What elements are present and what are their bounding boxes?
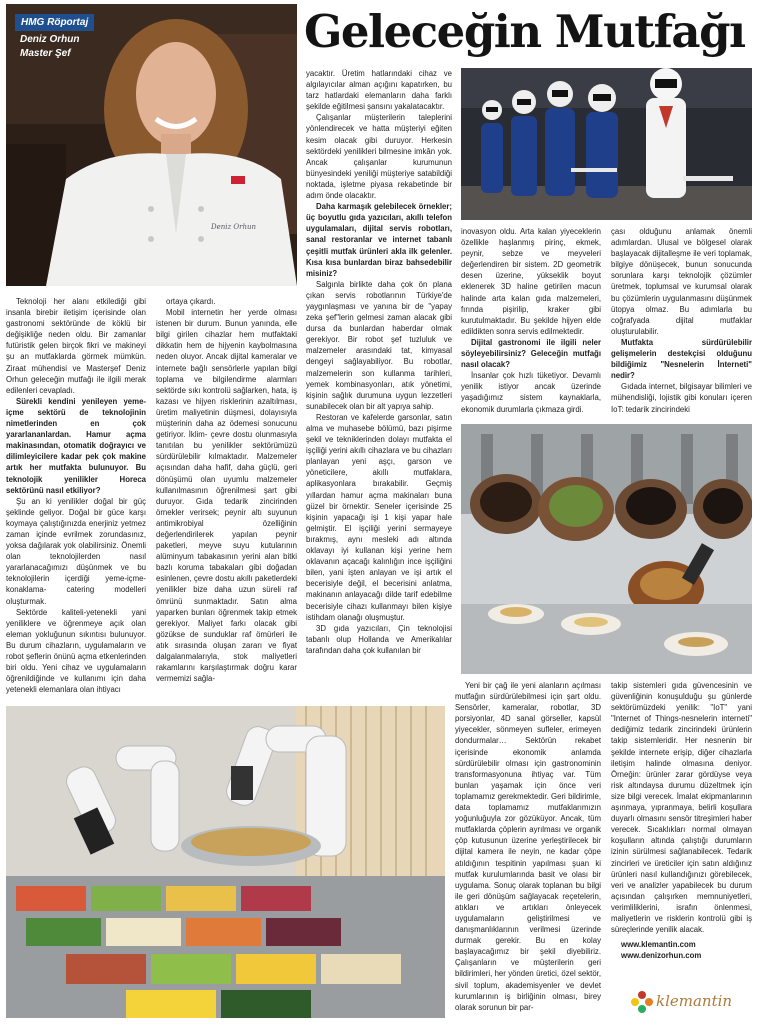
question: Sürekli kendini yenileyen yeme- içme sektörü de teknolojinin nimetlerinden en çok yararlananlardan. Hamur açma makinasından, otomatik doğrayıcı ve dilimleyicilere kadar pek çok makine artık her mutfakta bulunuyor. Bu teknolojik yenilikler Horeca sektörünü nasıl etkiliyor? xyxy=(6,396,146,495)
klemantin-logo xyxy=(630,990,750,1014)
paragraph: Mobil internetin her yerde olması istenen bir durum. Bunun yanında, elle bilgi girilen cihazlar hem mutfaktaki dikkatin hem de hijyenin kaybolmasına neden oluyor. Ancak dijital kameralar ve internete bağlı sensörlerle yapılan bilgi toplama ve bilgilendirme alarmları sektörde sıkı kontrolü sağlarken, hata, iş kazası ve hijyen risklerinin azaltılması, üretim maliyetinin düşmesi, dolayısıyla müşterinin daha az ödemesi sonucunu getiriyor. İklim- çevre dostu olunmasıyla tanıtılan bu yenilikler sektörümüzü sürdürülebilir kılmaktadır. Malzemeler açısından daha hafif, daha güçlü, geri dönüşümü olan uyumlu malzemeler kullanılmasının öğrenilmesi şart gibi duruyor. Gıda tedarik zincirinden örnekler verirsek; peynir altı suyunun antimikrobiyal özelliğinin değerlendirilerek yapılan peynir paketleri, meyve suyu kutularının alüminyum tabakasının yerini alan bitki bazlı koruma tabakaları gibi doğadan esinlenen, çevre dostu akıllı paketlerdeki yenilikler bize daha uzun süreli raf ömrünü sunmaktadır. Satın alma yaparken bunları öğrenmek takip etmek gerekiyor. Maliyet farkı olacak gibi gözükse de sunduklar raf ömürleri ile atık sırasında oluşan zararı ve fiyat dalgalanmalarıyla, stok maliyetleri rakamlarını karşılaştırmak doğru karar vermemizi sağla- xyxy=(156,308,297,684)
text-column-3 xyxy=(306,68,452,698)
text-column-2 xyxy=(156,296,297,698)
paragraph: inovasyon oldu. Arta kalan yiyeceklerin özellikle haşlanmış pirinç, ekmek, peynir, sebze ve meyveleri değerlendiren bir sistem. 2D geometrik desen üzerine, yükseklik boyut eklenerek 3D haline getirilen macun halinde arta kalan gıda malzemeleri, fırında pişirilip, kraker gibi kurutulmaktadır. Bu şekilde hijyen elde edildikten sonra servis edilmektedir. xyxy=(461,227,601,336)
section-tag: HMG Röportaj xyxy=(15,14,94,31)
coat-signature: Deniz Orhun xyxy=(211,223,257,231)
text-column-7 xyxy=(611,680,752,986)
portrait-photo xyxy=(6,4,297,286)
person-role: Master Şef xyxy=(20,48,71,59)
website-link[interactable]: www.denizorhun.com xyxy=(621,951,702,961)
question: Daha karmaşık gelebilecek örnekler; üç boyutlu gıda yazıcıları, akıllı telefon uygulamaları, dijital servis robotları, sanal restoranlar ve internet tabanlı çeşitli mutfak ürünleri akla ilk gelenler. Kısa kısa bunlardan biraz bahsedebilir misiniz? xyxy=(306,202,452,278)
service-robots-photo xyxy=(461,68,752,220)
paragraph: 3D gıda yazıcıları, Çin teknolojisi tabanlı olup Hollanda ve Amerikalılar tarafından daha çok kullanılan bir xyxy=(306,623,452,655)
logo-wordmark: klemantin xyxy=(656,992,733,1010)
robot-arms-photo xyxy=(6,706,445,1018)
cooking-pots-photo xyxy=(461,424,752,674)
paragraph: Restoran ve kafelerde garsonlar, satın alma ve muhasebe bölümü, bazı pişirme şekil ve tekniklerinden dolayı mutfakta el işçiliği yerini akıllı cihazlara ve bu cihazları planlayan yeni aşçı, garson ve yöneticilere, akıllı mutfaklara, aplikasyonlara bırakabilir. Geçmiş yıllardan hamur açma makinaları buna güzel bir örnektir. Seneler içerisinde 25 kişinin yapacağı işi 1 kişi yapar hale gelmiştir. El işçiliği yerini sermayeye bırakmış, aynı mesleki adı altında oklavayı iyi kullanan kişi yerine hem oklavanın açacağı kalınlığın ince işçiliğini bilen, yani işten anlayan ve işi artık el becerisiyle değil, el becerisini anlatma, makinanın anlayacağı dilde tarif edebilme becerisiyle cihazı kullanmayı bilen kişiye istihdam olanağı oluşmuştur. xyxy=(306,412,452,622)
paragraph: Gıdada internet, bilgisayar bilimleri ve mühendisliği, lojistik gibi konuları içeren IoT: tedarik zincirindeki xyxy=(611,382,752,414)
paragraph: Çalışanlar müşterilerin taleplerini yönlendirecek ve hatta müşteriyi eğiten kesim olacak gibi duruyor. Herkesin sektördeki yenilikleri bilmesine imkân yok. Ancak çalışanlar kurumunun bünyesindeki yeniliği müşteriye satabildiği noktada, işletme piyasa rekabetinde bir adım önde olacaktır. xyxy=(306,113,452,201)
article-title: Geleceğin Mutfağı xyxy=(304,5,745,58)
text-column-4 xyxy=(461,226,601,420)
person-name: Deniz Orhun xyxy=(20,34,80,45)
website-link[interactable]: www.klemantin.com xyxy=(621,940,696,950)
paragraph: yacaktır. Üretim hatlarındaki cihaz ve algılayıcılar alman açığını kapatırken, bu tarz hatlardaki elemanların daha farklı şekilde eğitilmesi şansını yakalatacaktır. xyxy=(306,69,452,112)
paragraph: Teknoloji her alanı etkilediği gibi insanla birebir iletişim içerisinde olan gastronomi sektöründe de köklü bir değişikliğe neden oldu. Bir zamanlar futüristik gelen birçok fikri ve makineyi şu an mutfaklarda görmek mümkün. Ziraat mühendisi ve Masterşef Deniz Orhun geleceğin mutfağı ile ilgili merak edilenleri cevapladı. xyxy=(6,297,146,395)
paragraph: Sektörde kaliteli-yetenekli yani yeniliklere ve öğrenmeye açık olan eleman yokluğunun sıkıntısı bulunuyor. Bu durum cihazların, uygulamaların ve robot şeflerin önünü açma etkenlerinden biri oldu. Yeni cihaz ve uygulamaların öğrenildiğinde ve kullanımı için daha yetenekli elemanlara olan ihtiyacı xyxy=(6,607,146,695)
flower-icon xyxy=(630,990,654,1014)
paragraph: Yeni bir çağ ile yeni alanların açılması mutfağın sürdürülebilmesi için şart oldu. Sensörler, kameralar, robotlar, 3D porsiyonlar, 4D sanal görseller, kapsül yiyecekler, sönmeyen sufleler, erimeyen dondurmalar… Sektörün rekabet içerisinde ekonomik anlamda sürdürülebilir olması için gastronominin transformasyonuna ihtiyaç var. Tüm bunları yaşamak için önce veri toplamamız gerekmektedir. Geri bildirimle, data toplamamız mutfaklarımızın yoğunluğuyla zor gözüküyor. Ancak, tüm mutfaklarda çöplerin ayrılması ve organik çöp kutusunun üzerine yerleştirilecek bir dijital kamera ile neyin, ne kadar çöpe atıldığının tespitinin yapılması şuan ki mutfak kurulumlarında basit ve olası bir uygulama. Sonuç olarak toplanan bu bilgi ile geri dönüşüm sağlayacak reçetelerin, atıkları ve artıkları önleyecek uygulamaların geliştirilmesi ve danışmanlıklarının verilmesi üzerinde durmak gerekir. Bu en kolay başlayacağımız bir şekil diyebiliriz. Çalışanların ve müşterilerin geri bildirimleri, her yönden üretici, özel sektör, sivil toplum, akademisyenler ve devlet kurumlarının iş birliğinin olması, birey olarak sorunun bir par- xyxy=(455,681,601,1012)
svg-text:Deniz Orhun xyxy=(210,223,257,231)
question: Mutfakta sürdürülebilir gelişmelerin destekçisi olduğunu bildiğimiz "Nesnelerin İnterneti" nedir? xyxy=(611,337,752,381)
paragraph: ortaya çıkardı. xyxy=(166,297,216,306)
text-column-6 xyxy=(455,680,601,1020)
question: Dijital gastronomi ile ilgili neler söyleyebilirsiniz? Geleceğin mutfağı nasıl olacak? xyxy=(461,337,601,370)
text-column-5 xyxy=(611,226,752,420)
paragraph: çası olduğunu anlamak önemli adımlardan. Ulusal ve bölgesel olarak başlayacak dijitalleşme ile veri toplamak, bilgiye dönüşecek, bunun sonucunda sorunlara karşı teknolojik çözümler üretmek, toplumsal ve kurumsal olarak bu çözümlerin uygulanmasını düşünmek ütopya olmaz. Bu adımlarla bu coğrafyada dijital mutfaklar oluşturulabilir. xyxy=(611,227,752,336)
text-column-1 xyxy=(6,296,146,698)
paragraph: İnsanlar çok hızlı tüketiyor. Devamlı yenilik istiyor ancak üzerinde yaşadığımız sistem kaynaklarla, ekonomik durumlarla çıkmaza girdi. xyxy=(461,371,601,414)
paragraph: Salgınla birlikte daha çok ön plana çıkan servis robotlarının Türkiye'de yaygınlaşması ve yanına bir de "yapay zeka şef"lerin gelmesi zaman alacak gibi dursa da bunlardan haberdar olmak gerekiyor. Bir robot şef tuzluluk ve malzemeler arasındaki tat, kimyasal dengeyi sağlayabiliyor. Bu robotlar, malzemelerin son kullanma tarihleri, yemek kombinasyonları, atık yönetimi, kişinin sağlık durumuna uygun lezzetleri sunabilecek olan bir alt yapıya sahip. xyxy=(306,279,452,411)
paragraph: Şu an ki yenilikler doğal bir güç şeklinde geliyor. Doğal bir güce karşı koymaya çalıştığınızda enerjiniz yetmez zaman içinde evrilmek zorundasınız, yoksa dağılarak yok olabilirsiniz. Önemli olan teknolojilerden nasıl yararlanacağımızı düşünmek ve bu teknolojilerin içerdiği yeme-içme-konaklama- catering modelleri oluşturmak. xyxy=(6,496,146,606)
paragraph: takip sistemleri gıda güvencesinin ve güvenliğinin konuşulduğu şu günlerde sektörümüzdeki yenilik: "IoT" yani "Internet of Things-nesnelerin interneti" dediğimiz tedarik zincirindeki ürünlerin takip sistemleridir. Her nesnenin bir şekilde internete erişip, diğer cihazlarla iletişim halinde olmasına deniyor. Örneğin: ürünler zarar gördüyse veya risk altındaysa durumu düzeltmek için size bilgi verecek. İmalat ekipmanlarının aşınmaya, yıpranmaya, belirli koşullara duyarlı olmasını sensör titreşimleri haber verecek. Sıcaklıkları normal olmayan koşulların altında çalıştığı durumların izinin sürülmesi sağlanabilecek. Tedarik zincirleri ve üreticiler için satın aldığınız ürünleri nasıl kullandığınızı görebilecek, veri ve analizler yapabilecek bu durum açısından çalışırken memnuniyetleri, verimliliklerini, israfın önlenmesi, maliyetlerin ve risklerin kontrolü gibi iş süreçlerinde yenilik alacak. xyxy=(611,681,752,935)
